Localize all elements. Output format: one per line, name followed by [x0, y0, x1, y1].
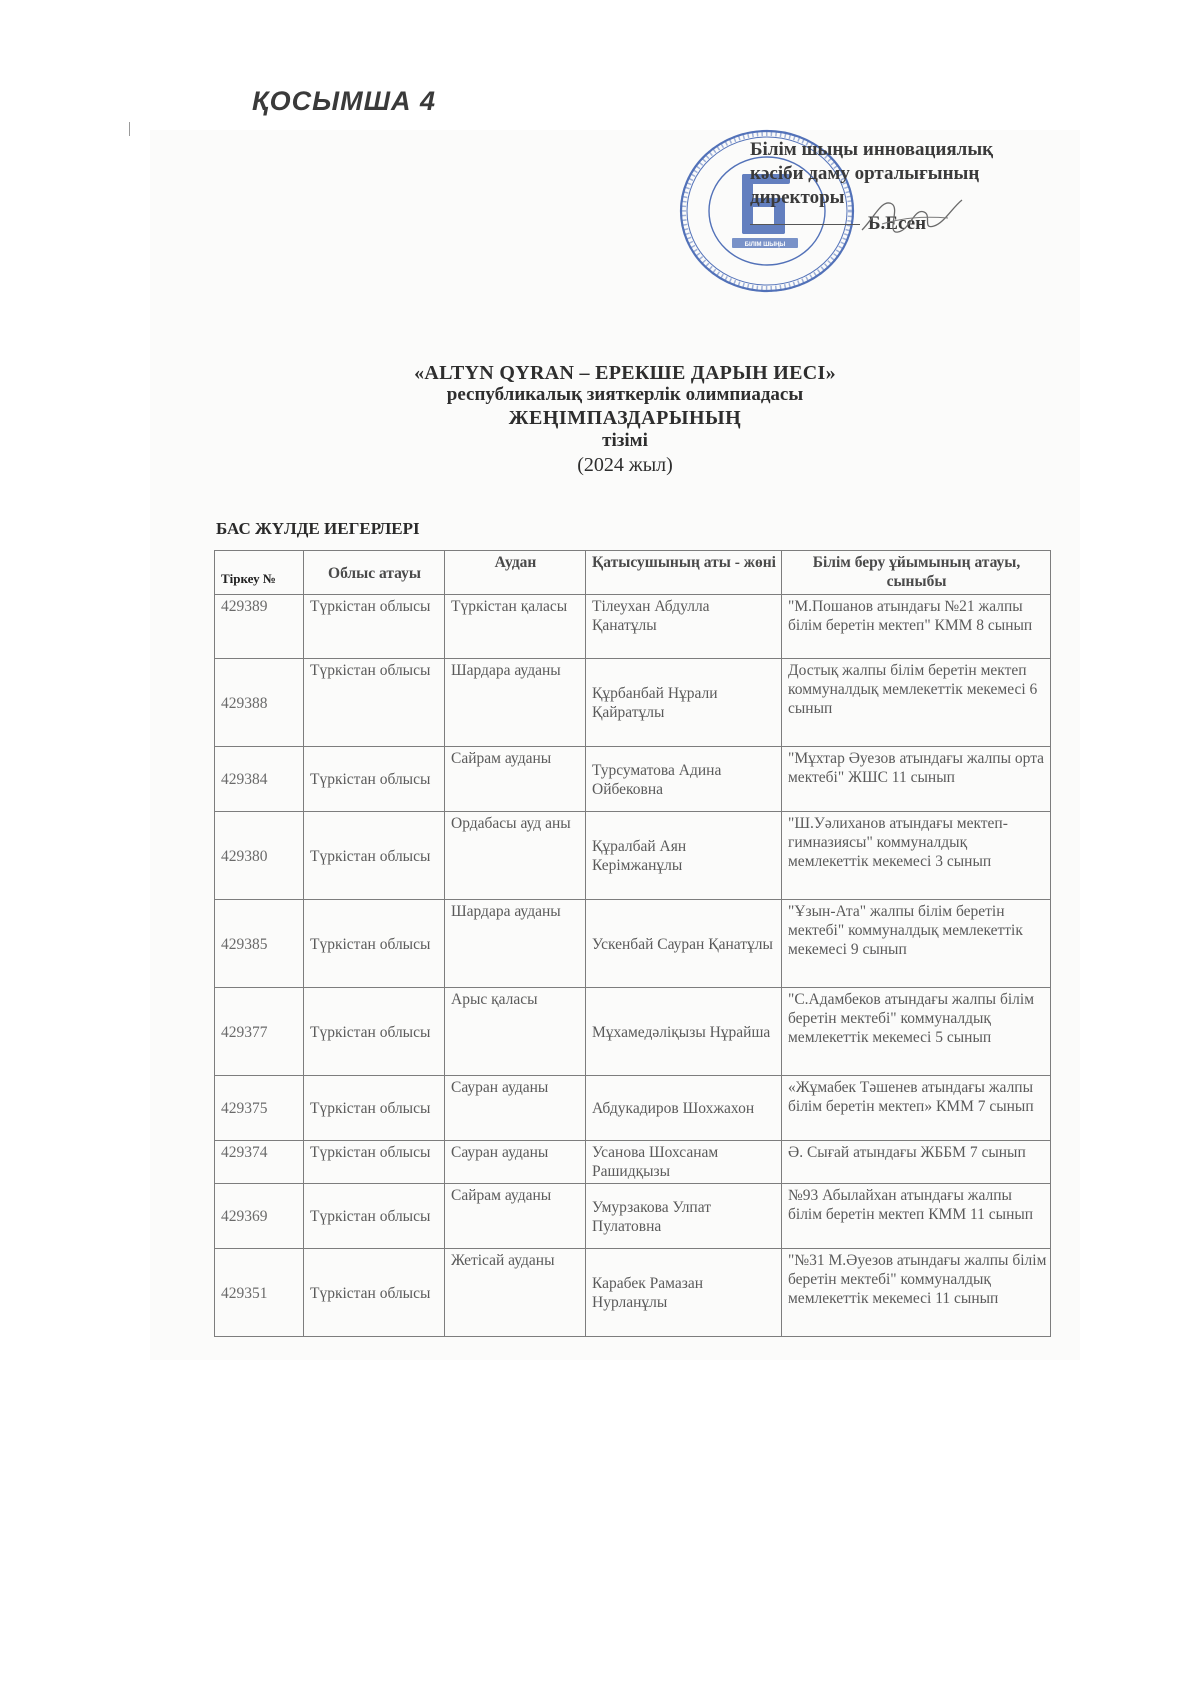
title-year: (2024 жыл): [577, 454, 673, 476]
cell-reg-number: 429369: [215, 1184, 304, 1249]
title-olympiad-name: «ALTYN QYRAN – ЕРЕКШЕ ДАРЫН ИЕСІ»: [414, 362, 836, 384]
table-row: [215, 747, 1051, 812]
cell-district: Сайрам ауданы: [445, 747, 586, 812]
table-row: [215, 1184, 1051, 1249]
header-reg-number: Тіркеу №: [215, 551, 304, 595]
cell-reg-number: 429389: [215, 595, 304, 659]
table-row: [215, 988, 1051, 1076]
appendix-label: ҚОСЫМША 4: [252, 86, 437, 116]
cell-participant: Усанова Шохсанам Рашидқызы: [586, 1141, 782, 1184]
title-list: тізімі: [602, 430, 648, 451]
title-winners: ЖЕҢІМПАЗДАРЫНЫҢ: [508, 407, 742, 429]
cell-region: Түркістан облысы: [304, 988, 445, 1076]
cell-participant: Құралбай Аян Керімжанұлы: [586, 812, 782, 900]
table-row: [215, 1141, 1051, 1184]
signatory-name: Б.Есен: [868, 213, 927, 234]
cell-reg-number: 429377: [215, 988, 304, 1076]
cell-district: Сайрам ауданы: [445, 1184, 586, 1249]
table-row: [215, 659, 1051, 747]
cell-school: «Жұмабек Тәшенев атындағы жалпы білім беретін мектеп» КММ 7 сынып: [782, 1076, 1051, 1141]
cell-school: "Ш.Уәлиханов атындағы мектеп-гимназиясы" коммуналдық мемлекеттік мекемесі 3 сынып: [782, 812, 1051, 900]
approval-line-2: кәсіби даму орталығының: [750, 163, 980, 184]
table-row: [215, 1249, 1051, 1337]
handwritten-signature: [852, 178, 972, 248]
cell-participant: Тілеухан Абдулла Қанатұлы: [586, 595, 782, 659]
cell-school: "№31 М.Әуезов атындағы жалпы білім беретін мектебі" коммуналдық мемлекеттік мекемесі 11 сынып: [782, 1249, 1051, 1337]
cell-school: №93 Абылайхан атындағы жалпы білім беретін мектеп КММ 11 сынып: [782, 1184, 1051, 1249]
cell-reg-number: 429380: [215, 812, 304, 900]
cell-region: Түркістан облысы: [304, 900, 445, 988]
cell-school: Достық жалпы білім беретін мектеп коммуналдық мемлекеттік мекемесі 6 сынып: [782, 659, 1051, 747]
cell-reg-number: 429388: [215, 659, 304, 747]
cell-school: "С.Адамбеков атындағы жалпы білім беретін мектебі" коммуналдық мемлекеттік мекемесі 5 сынып: [782, 988, 1051, 1076]
cell-district: Шардара ауданы: [445, 659, 586, 747]
cell-region: Түркістан облысы: [304, 1076, 445, 1141]
cell-region: Түркістан облысы: [304, 812, 445, 900]
cell-district: Түркістан қаласы: [445, 595, 586, 659]
header-school: Білім беру ұйымының атауы, сыныбы: [782, 551, 1051, 595]
margin-mark: [129, 122, 130, 136]
cell-region: Түркістан облысы: [304, 595, 445, 659]
header-region: Облыс атауы: [304, 551, 445, 595]
table-row: [215, 595, 1051, 659]
cell-reg-number: 429385: [215, 900, 304, 988]
cell-participant: Абдукадиров Шохжахон: [586, 1076, 782, 1141]
cell-school: "М.Пошанов атындағы №21 жалпы білім беретін мектеп" КММ 8 сынып: [782, 595, 1051, 659]
header-participant: Қатысушының аты - жөні: [586, 551, 782, 595]
title-olympiad-type: республикалық зияткерлік олимпиадасы: [446, 384, 804, 405]
cell-participant: Мұхамедәліқызы Нұрайша: [586, 988, 782, 1076]
cell-reg-number: 429351: [215, 1249, 304, 1337]
cell-district: Сауран ауданы: [445, 1141, 586, 1184]
cell-participant: Карабек Рамазан Нурланұлы: [586, 1249, 782, 1337]
cell-reg-number: 429374: [215, 1141, 304, 1184]
cell-reg-number: 429384: [215, 747, 304, 812]
cell-participant: Ускенбай Сауран Қанатұлы: [586, 900, 782, 988]
signature-line: [750, 224, 860, 225]
document-title: [0, 362, 1190, 478]
table-row: [215, 1076, 1051, 1141]
cell-district: Жетісай ауданы: [445, 1249, 586, 1337]
cell-school: Ә. Сығай атындағы ЖББМ 7 сынып: [782, 1141, 1051, 1184]
cell-participant: Умурзакова Улпат Пулатовна: [586, 1184, 782, 1249]
table-header-row: [215, 551, 1051, 595]
cell-participant: Турсуматова Адина Ойбековна: [586, 747, 782, 812]
header-district: Аудан: [445, 551, 586, 595]
cell-reg-number: 429375: [215, 1076, 304, 1141]
cell-region: Түркістан облысы: [304, 659, 445, 747]
cell-participant: Құрбанбай Нұрали Қайратұлы: [586, 659, 782, 747]
cell-region: Түркістан облысы: [304, 747, 445, 812]
cell-region: Түркістан облысы: [304, 1141, 445, 1184]
cell-region: Түркістан облысы: [304, 1184, 445, 1249]
seal-caption: БІЛІМ ШЫҢЫ: [744, 242, 786, 248]
cell-district: Шардара ауданы: [445, 900, 586, 988]
cell-district: Арыс қаласы: [445, 988, 586, 1076]
cell-school: "Мұхтар Әуезов атындағы жалпы орта мектебі" ЖШС 11 сынып: [782, 747, 1051, 812]
approval-line-3: директоры: [750, 187, 845, 208]
winners-table: [214, 550, 1051, 1337]
cell-district: Сауран ауданы: [445, 1076, 586, 1141]
table-row: [215, 900, 1051, 988]
section-title: БАС ЖҮЛДЕ ИЕГЕРЛЕРІ: [216, 519, 420, 538]
cell-district: Ордабасы ауд аны: [445, 812, 586, 900]
table-row: [215, 812, 1051, 900]
cell-region: Түркістан облысы: [304, 1249, 445, 1337]
cell-school: "Ұзын-Ата" жалпы білім беретін мектебі" коммуналдық мемлекеттік мекемесі 9 сынып: [782, 900, 1051, 988]
approval-line-1: Білім шыңы инновациялық: [750, 139, 994, 160]
